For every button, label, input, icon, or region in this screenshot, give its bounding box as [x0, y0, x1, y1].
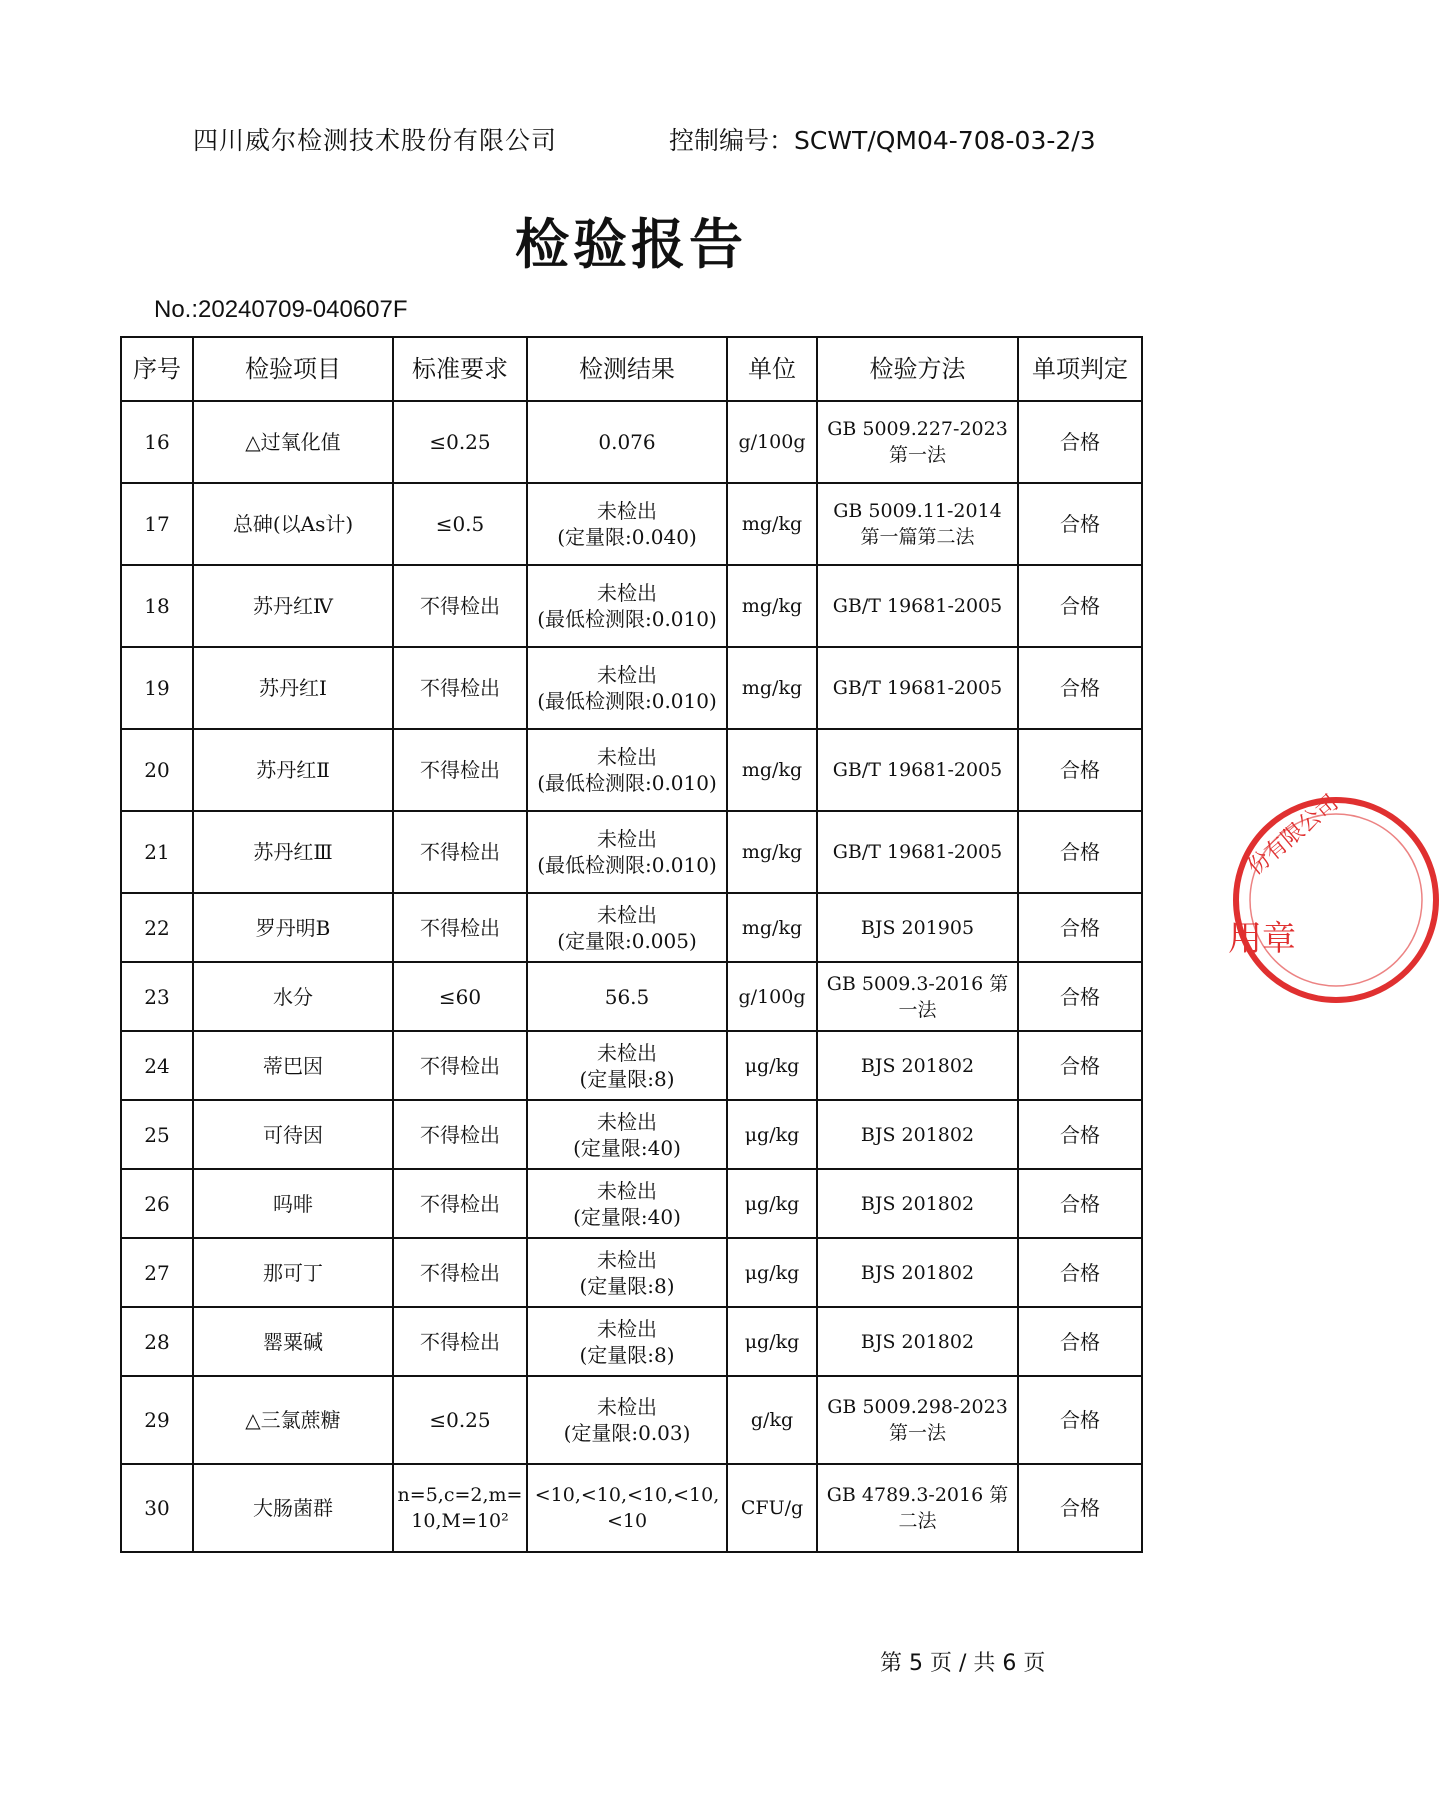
report-number: No.:20240709-040607F	[154, 296, 408, 323]
method-line: GB 5009.298-2023	[827, 1396, 1008, 1418]
cell-no: 20	[121, 729, 193, 811]
cell-verdict: 合格	[1018, 811, 1142, 893]
cell-no: 18	[121, 565, 193, 647]
method-line: BJS 201802	[860, 1192, 975, 1215]
cell-unit: g/kg	[727, 1376, 817, 1464]
cell-requirement: 不得检出	[393, 565, 527, 647]
header-method: 检验方法	[817, 337, 1018, 401]
cell-method	[817, 647, 1018, 729]
cell-requirement: 不得检出	[393, 1031, 527, 1100]
cell-method	[817, 893, 1018, 962]
table-row	[121, 1464, 1142, 1552]
table-row	[121, 1100, 1142, 1169]
cell-unit: CFU/g	[727, 1464, 817, 1552]
cell-unit: mg/kg	[727, 647, 817, 729]
method-line: GB/T 19681-2005	[832, 759, 1003, 781]
result-line: 未检出	[597, 827, 657, 851]
result-line: 未检出	[597, 1109, 657, 1134]
cell-method	[817, 962, 1018, 1031]
cell-item: 苏丹红Ⅰ	[193, 647, 393, 729]
cell-verdict: 合格	[1018, 729, 1142, 811]
method-line: GB 5009.11-2014	[833, 500, 1002, 522]
table-row	[121, 401, 1142, 483]
cell-verdict: 合格	[1018, 565, 1142, 647]
method-line: GB/T 19681-2005	[832, 677, 1003, 699]
page-number: 第 5 页 / 共 6 页	[880, 1651, 1046, 1676]
cell-method	[817, 1307, 1018, 1376]
cell-verdict: 合格	[1018, 483, 1142, 565]
result-line: 未检出	[597, 663, 657, 687]
cell-requirement: 不得检出	[393, 1307, 527, 1376]
cell-method	[817, 729, 1018, 811]
result-line: (定量限:40)	[573, 1135, 681, 1160]
cell-result	[527, 401, 727, 483]
result-line: (定量限:0.03)	[563, 1421, 691, 1445]
cell-item: 大肠菌群	[193, 1464, 393, 1552]
cell-item: 苏丹红Ⅱ	[193, 729, 393, 811]
cell-method	[817, 1100, 1018, 1169]
cell-method	[817, 1464, 1018, 1552]
cell-unit: g/100g	[727, 962, 817, 1031]
cell-no: 16	[121, 401, 193, 483]
cell-result	[527, 1238, 727, 1307]
cell-no: 25	[121, 1100, 193, 1169]
result-line: 未检出	[597, 1316, 657, 1341]
cell-item: 苏丹红Ⅳ	[193, 565, 393, 647]
cell-result	[527, 729, 727, 811]
method-line: GB 4789.3-2016 第	[826, 1484, 1009, 1506]
cell-unit: μg/kg	[727, 1031, 817, 1100]
company-seal	[1226, 790, 1446, 1010]
result-line: 未检出	[597, 581, 657, 605]
cell-method	[817, 1238, 1018, 1307]
cell-no: 23	[121, 962, 193, 1031]
cell-verdict: 合格	[1018, 1307, 1142, 1376]
cell-requirement: ≤0.5	[393, 483, 527, 565]
company-name: 四川威尔检测技术股份有限公司	[193, 126, 558, 155]
cell-result	[527, 962, 727, 1031]
result-line: (最低检测限:0.010)	[537, 853, 717, 877]
cell-item: △三氯蔗糖	[193, 1376, 393, 1464]
cell-method	[817, 1376, 1018, 1464]
cell-item: 那可丁	[193, 1238, 393, 1307]
cell-no: 22	[121, 893, 193, 962]
result-line: (定量限:0.005)	[557, 928, 697, 953]
result-line: (最低检测限:0.010)	[537, 771, 717, 795]
cell-method	[817, 401, 1018, 483]
cell-result	[527, 647, 727, 729]
cell-method	[817, 1031, 1018, 1100]
cell-unit: μg/kg	[727, 1169, 817, 1238]
result-line: (最低检测限:0.010)	[537, 689, 717, 713]
result-line: 56.5	[604, 984, 650, 1009]
result-line: 未检出	[597, 1395, 657, 1419]
cell-requirement: ≤60	[393, 962, 527, 1031]
cell-unit: mg/kg	[727, 483, 817, 565]
cell-unit: g/100g	[727, 401, 817, 483]
cell-no: 19	[121, 647, 193, 729]
method-line: GB/T 19681-2005	[832, 595, 1003, 617]
cell-no: 28	[121, 1307, 193, 1376]
cell-item: 蒂巴因	[193, 1031, 393, 1100]
cell-no: 26	[121, 1169, 193, 1238]
cell-verdict: 合格	[1018, 1464, 1142, 1552]
cell-requirement: 不得检出	[393, 647, 527, 729]
table-header-row	[121, 337, 1142, 401]
table-row	[121, 647, 1142, 729]
cell-result	[527, 811, 727, 893]
table-row	[121, 962, 1142, 1031]
method-line: 一法	[898, 998, 937, 1021]
table-row	[121, 1307, 1142, 1376]
cell-item: 苏丹红Ⅲ	[193, 811, 393, 893]
method-line: BJS 201802	[860, 1261, 975, 1284]
table-row	[121, 893, 1142, 962]
cell-verdict: 合格	[1018, 647, 1142, 729]
method-line: GB 5009.3-2016 第	[826, 972, 1009, 995]
cell-verdict: 合格	[1018, 1376, 1142, 1464]
cell-no: 29	[121, 1376, 193, 1464]
cell-result	[527, 1031, 727, 1100]
document-title: 检验报告	[515, 213, 747, 276]
cell-result	[527, 1307, 727, 1376]
cell-unit: μg/kg	[727, 1100, 817, 1169]
cell-unit: mg/kg	[727, 811, 817, 893]
cell-no: 21	[121, 811, 193, 893]
cell-item: 可待因	[193, 1100, 393, 1169]
cell-verdict: 合格	[1018, 1031, 1142, 1100]
result-line: 未检出	[597, 1178, 657, 1203]
cell-method	[817, 1169, 1018, 1238]
cell-result	[527, 893, 727, 962]
method-line: GB/T 19681-2005	[832, 841, 1003, 863]
result-line: 未检出	[597, 1040, 657, 1065]
cell-requirement: 不得检出	[393, 893, 527, 962]
method-line: 二法	[898, 1510, 937, 1532]
cell-verdict: 合格	[1018, 1238, 1142, 1307]
cell-requirement: 不得检出	[393, 1169, 527, 1238]
svg-text:份有限公司: 份有限公司	[1243, 790, 1344, 881]
result-line: (定量限:8)	[579, 1342, 675, 1367]
method-line: 第一法	[888, 1422, 946, 1444]
result-line: 0.076	[598, 430, 656, 454]
table-row	[121, 811, 1142, 893]
header-requirement: 标准要求	[393, 337, 527, 401]
result-line: (最低检测限:0.010)	[537, 607, 717, 631]
header-no: 序号	[121, 337, 193, 401]
cell-unit: μg/kg	[727, 1307, 817, 1376]
cell-result	[527, 565, 727, 647]
cell-verdict: 合格	[1018, 962, 1142, 1031]
control-number: 控制编号：SCWT/QM04-708-03-2/3	[669, 126, 1096, 155]
cell-result	[527, 1464, 727, 1552]
result-line: 未检出	[597, 745, 657, 769]
cell-method	[817, 565, 1018, 647]
cell-item: 吗啡	[193, 1169, 393, 1238]
cell-item: 罂粟碱	[193, 1307, 393, 1376]
cell-no: 24	[121, 1031, 193, 1100]
method-line: BJS 201905	[860, 916, 975, 939]
result-line: (定量限:8)	[579, 1066, 675, 1091]
cell-result	[527, 483, 727, 565]
table-row	[121, 1031, 1142, 1100]
table-row	[121, 1169, 1142, 1238]
header-verdict: 单项判定	[1018, 337, 1142, 401]
cell-item: 总砷(以As计)	[193, 483, 393, 565]
cell-requirement: 不得检出	[393, 1100, 527, 1169]
table-row	[121, 483, 1142, 565]
cell-result	[527, 1376, 727, 1464]
cell-no: 30	[121, 1464, 193, 1552]
cell-requirement: 不得检出	[393, 811, 527, 893]
cell-requirement: n=5,c=2,m=10,M=10²	[393, 1464, 527, 1552]
method-line: BJS 201802	[860, 1123, 975, 1146]
result-line: 未检出	[597, 499, 657, 523]
result-line: (定量限:0.040)	[557, 525, 697, 549]
method-line: 第一篇第二法	[860, 526, 975, 548]
cell-verdict: 合格	[1018, 893, 1142, 962]
result-line: 未检出	[597, 1247, 657, 1272]
cell-verdict: 合格	[1018, 1100, 1142, 1169]
cell-item: 罗丹明B	[193, 893, 393, 962]
table-row	[121, 1238, 1142, 1307]
cell-verdict: 合格	[1018, 1169, 1142, 1238]
header-item: 检验项目	[193, 337, 393, 401]
cell-item: 水分	[193, 962, 393, 1031]
result-line: (定量限:8)	[579, 1273, 675, 1298]
method-line: GB 5009.227-2023	[827, 418, 1008, 440]
cell-unit: mg/kg	[727, 893, 817, 962]
table-row	[121, 729, 1142, 811]
result-line: <10,<10,<10,<10,<10	[534, 1484, 720, 1532]
cell-no: 27	[121, 1238, 193, 1307]
header-result: 检测结果	[527, 337, 727, 401]
cell-requirement: ≤0.25	[393, 1376, 527, 1464]
svg-text:用章: 用章	[1228, 919, 1296, 959]
cell-item: △过氧化值	[193, 401, 393, 483]
cell-method	[817, 483, 1018, 565]
cell-unit: mg/kg	[727, 729, 817, 811]
cell-verdict: 合格	[1018, 401, 1142, 483]
cell-result	[527, 1169, 727, 1238]
inspection-table	[120, 336, 1143, 1553]
cell-result	[527, 1100, 727, 1169]
cell-requirement: 不得检出	[393, 729, 527, 811]
table-row	[121, 565, 1142, 647]
cell-method	[817, 811, 1018, 893]
method-line: BJS 201802	[860, 1330, 975, 1353]
cell-requirement: 不得检出	[393, 1238, 527, 1307]
cell-no: 17	[121, 483, 193, 565]
method-line: 第一法	[888, 444, 946, 466]
method-line: BJS 201802	[860, 1054, 975, 1077]
result-line: (定量限:40)	[573, 1204, 681, 1229]
cell-unit: μg/kg	[727, 1238, 817, 1307]
result-line: 未检出	[597, 902, 657, 927]
cell-requirement: ≤0.25	[393, 401, 527, 483]
table-row	[121, 1376, 1142, 1464]
cell-unit: mg/kg	[727, 565, 817, 647]
header-unit: 单位	[727, 337, 817, 401]
